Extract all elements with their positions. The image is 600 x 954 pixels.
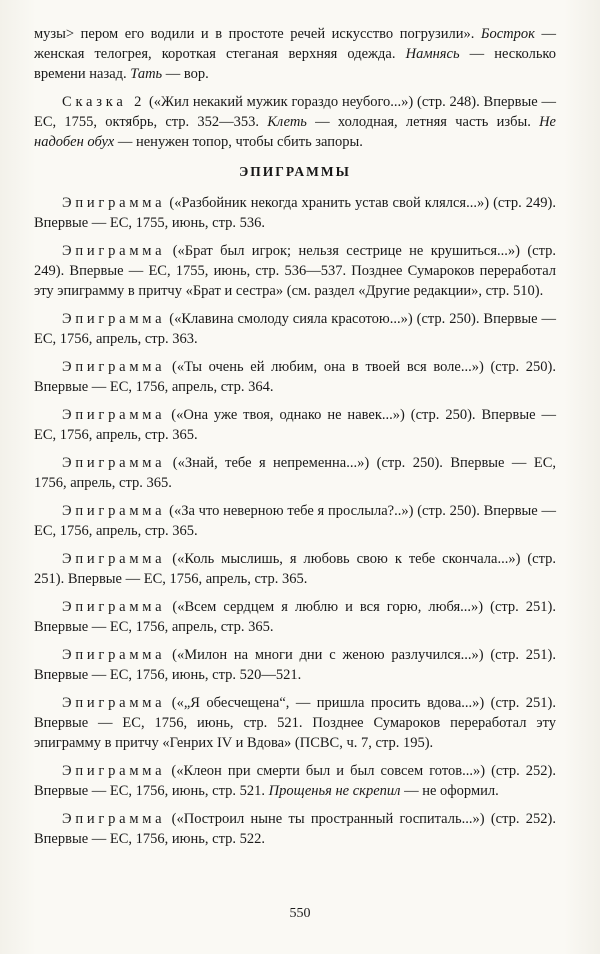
page-number: 550 bbox=[289, 906, 311, 921]
text-run: — ненужен топор, чтобы сбить запоры. bbox=[114, 134, 363, 150]
text-run: — несколько времени назад. bbox=[34, 46, 556, 82]
text-run: («Брат был игрок; нельзя сестрице не крушиться...») (стр. 249). Впервые — ЕС, 1755, июнь, стр. 536—537. Позднее Сумароков переработал эту эпиграмму в притчу «Брат и сестра» (см. раздел «Другие редакции», стр. 510). bbox=[34, 243, 556, 299]
epigram-entry bbox=[34, 761, 556, 801]
glossary-term: Тать bbox=[130, 66, 163, 82]
text-run: («Коль мыслишь, я любовь свою к тебе скончала...») (стр. 251). Впервые — ЕС, 1756, апрель, стр. 365. bbox=[34, 551, 556, 587]
entry-lead-word: Эпиграмма bbox=[62, 243, 166, 259]
epigram-entry bbox=[34, 309, 556, 349]
epigram-entry bbox=[34, 693, 556, 753]
text-run: («Знай, тебе я непременна...») (стр. 250). Впервые — ЕС, 1756, апрель, стр. 365. bbox=[34, 455, 556, 491]
entry-lead-word: Эпиграмма bbox=[62, 407, 166, 423]
text-run: («Ты очень ей любим, она в твоей вся воле...») (стр. 250). Впервые — ЕС, 1756, апрель, стр. 364. bbox=[34, 359, 556, 395]
entry-lead-word: Сказка 2 bbox=[62, 94, 146, 110]
entry-lead-word: Эпиграмма bbox=[62, 503, 166, 519]
glossary-term: Намнясь bbox=[405, 46, 460, 62]
text-run: («Клавина смолоду сияла красотою...») (стр. 250). Впервые — ЕС, 1756, апрель, стр. 363. bbox=[34, 311, 556, 347]
entry-lead-word: Эпиграмма bbox=[62, 647, 166, 663]
entry-lead-word: Эпиграмма bbox=[62, 811, 166, 827]
epigram-entry bbox=[34, 453, 556, 493]
entry-lead-word: Эпиграмма bbox=[62, 763, 166, 779]
entry-lead-word: Эпиграмма bbox=[62, 599, 166, 615]
epigram-entry bbox=[34, 501, 556, 541]
entry-lead-word: Эпиграмма bbox=[62, 311, 166, 327]
text-run: («Клеон при смерти был и был совсем готов...») (стр. 252). Впервые — ЕС, 1756, июнь, стр. 521. bbox=[34, 763, 556, 799]
epigram-entry bbox=[34, 405, 556, 445]
entry-lead-word: Эпиграмма bbox=[62, 359, 166, 375]
text-run: («За что неверною тебе я прослыла?..») (стр. 250). Впервые — ЕС, 1756, апрель, стр. 365. bbox=[34, 503, 556, 539]
epigram-entry bbox=[34, 549, 556, 589]
glossary-term: Бострок bbox=[480, 26, 535, 42]
section-heading: ЭПИГРАММЫ bbox=[239, 164, 351, 179]
text-run: — вор. bbox=[162, 66, 209, 82]
text-run: музы> пером его водили и в простоте речей искусство погрузили». bbox=[34, 26, 481, 42]
epigram-entry bbox=[34, 809, 556, 849]
text-run: («Построил ныне ты пространный госпиталь...») (стр. 252). Впервые — ЕС, 1756, июнь, стр. 522. bbox=[34, 811, 556, 847]
text-run: («Жил некакий мужик гораздо неубого...») (стр. 248). Впервые — ЕС, 1755, октябрь, стр. 352—353. bbox=[34, 94, 556, 130]
text-run: — холодная, летняя часть избы. bbox=[306, 114, 540, 130]
epigram-entry bbox=[34, 645, 556, 685]
text-run: («Милон на многи дни с женою разлучился...») (стр. 251). Впервые — ЕС, 1756, июнь, стр. 520—521. bbox=[34, 647, 556, 683]
entry-lead-word: Эпиграмма bbox=[62, 695, 166, 711]
glossary-note-paragraph bbox=[34, 24, 556, 84]
text-run: («„Я обесчещена“, — пришла просить вдова...») (стр. 251). Впервые — ЕС, 1756, июнь, стр. 521. Позднее Сумароков переработал эту эпиграмму в притчу «Генрих IV и Вдова» (ПСВС, ч. 7, стр. 195). bbox=[34, 695, 556, 751]
entry-lead-word: Эпиграмма bbox=[62, 195, 166, 211]
text-run: — женская телогрея, короткая стеганая верхняя одежда. bbox=[34, 26, 556, 62]
text-run: («Она уже твоя, однако не навек...») (стр. 250). Впервые — ЕС, 1756, апрель, стр. 365. bbox=[34, 407, 556, 443]
epigram-entry bbox=[34, 597, 556, 637]
entry-lead-word: Эпиграмма bbox=[62, 551, 166, 567]
text-block bbox=[34, 24, 556, 849]
entry-lead-word: Эпиграмма bbox=[62, 455, 166, 471]
epigram-entry bbox=[34, 193, 556, 233]
text-run: («Разбойник некогда хранить устав свой клялся...») (стр. 249). Впервые — ЕС, 1755, июнь, стр. 536. bbox=[34, 195, 556, 231]
glossary-term: Клеть bbox=[267, 114, 307, 130]
skazka-entry bbox=[34, 92, 556, 152]
epigram-entry bbox=[34, 241, 556, 301]
epigram-entry bbox=[34, 357, 556, 397]
glossary-term: Не надобен обух bbox=[34, 114, 556, 150]
glossary-term: Прощенья не скрепил bbox=[268, 783, 401, 799]
text-run: — не оформил. bbox=[400, 783, 499, 799]
text-run: («Всем сердцем я люблю и вся горю, любя...») (стр. 251). Впервые — ЕС, 1756, апрель, стр. 365. bbox=[34, 599, 556, 635]
